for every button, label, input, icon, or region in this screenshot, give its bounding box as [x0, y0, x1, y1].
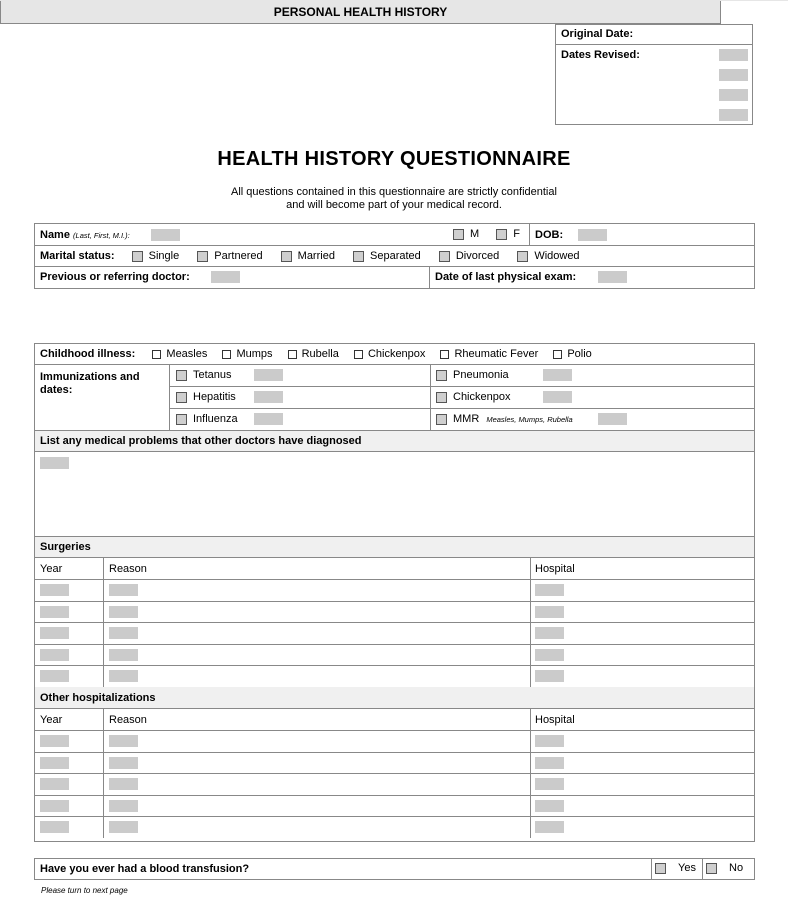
- chickenpox-label: Chickenpox: [367, 348, 426, 360]
- hospital-field[interactable]: [535, 800, 564, 812]
- marital-married-checkbox[interactable]: [281, 251, 292, 262]
- hospital-field[interactable]: [535, 778, 564, 790]
- hospital-field[interactable]: [535, 821, 564, 833]
- prev-doctor-label: Previous or referring doctor:: [40, 271, 190, 283]
- transfusion-no-label: No: [729, 862, 744, 874]
- hospital-field[interactable]: [535, 627, 564, 639]
- mmr-checkbox[interactable]: [436, 414, 447, 425]
- dates-revised-label: Dates Revised:: [561, 49, 640, 61]
- marital-status-row: [40, 250, 580, 262]
- sex-f-label: F: [513, 228, 520, 240]
- col-year-header: Year: [40, 563, 63, 575]
- col-hospital-header: Hospital: [535, 714, 575, 726]
- imm-chickenpox-date-field[interactable]: [543, 391, 572, 403]
- col-hospital-header: Hospital: [535, 563, 575, 575]
- reason-field[interactable]: [109, 757, 138, 769]
- rubella-checkbox[interactable]: [288, 350, 297, 359]
- reason-field[interactable]: [109, 627, 138, 639]
- dob-label: DOB:: [535, 229, 564, 241]
- sex-f-checkbox[interactable]: [496, 229, 507, 240]
- hospital-field[interactable]: [535, 649, 564, 661]
- imm-chickenpox-checkbox[interactable]: [436, 392, 447, 403]
- pneumonia-date-field[interactable]: [543, 369, 572, 381]
- revised-date-field-1[interactable]: [719, 49, 748, 61]
- reason-field[interactable]: [109, 735, 138, 747]
- medical-problems-field[interactable]: [40, 457, 69, 469]
- footer-note: Please turn to next page: [41, 886, 128, 895]
- hospital-field[interactable]: [535, 757, 564, 769]
- name-label: Name: [40, 229, 70, 241]
- subtitle-line-2: and will become part of your medical record.: [286, 199, 502, 211]
- marital-label: Marital status:: [40, 250, 115, 262]
- pneumonia-checkbox[interactable]: [436, 370, 447, 381]
- col-reason-header: Reason: [109, 714, 147, 726]
- surgeries-label: Surgeries: [40, 541, 91, 553]
- revision-box: [555, 24, 753, 125]
- reason-field[interactable]: [109, 778, 138, 790]
- reason-field[interactable]: [109, 800, 138, 812]
- transfusion-question: Have you ever had a blood transfusion?: [40, 863, 250, 875]
- hospital-field[interactable]: [535, 606, 564, 618]
- chickenpox-checkbox[interactable]: [354, 350, 363, 359]
- tetanus-checkbox[interactable]: [176, 370, 187, 381]
- patient-info-section: [34, 223, 755, 289]
- year-field[interactable]: [40, 821, 69, 833]
- hepatitis-date-field[interactable]: [254, 391, 283, 403]
- marital-widowed-checkbox[interactable]: [517, 251, 528, 262]
- marital-partnered-label: Partnered: [214, 250, 263, 262]
- rheumatic-fever-checkbox[interactable]: [440, 350, 449, 359]
- reason-field[interactable]: [109, 670, 138, 682]
- hospital-field[interactable]: [535, 735, 564, 747]
- name-field[interactable]: [151, 229, 180, 241]
- last-exam-label: Date of last physical exam:: [435, 271, 577, 283]
- prev-doctor-field[interactable]: [211, 271, 240, 283]
- marital-widowed-label: Widowed: [534, 250, 580, 262]
- confidentiality-note: [0, 186, 788, 212]
- childhood-illness-row: [40, 348, 592, 360]
- marital-divorced-checkbox[interactable]: [439, 251, 450, 262]
- marital-divorced-label: Divorced: [455, 250, 500, 262]
- hospitalizations-label: Other hospitalizations: [40, 692, 156, 704]
- hepatitis-label: Hepatitis: [193, 391, 236, 403]
- hospitalizations-table: [35, 709, 754, 838]
- marital-single-checkbox[interactable]: [132, 251, 143, 262]
- influenza-checkbox[interactable]: [176, 414, 187, 425]
- year-field[interactable]: [40, 778, 69, 790]
- year-field[interactable]: [40, 649, 69, 661]
- influenza-label: Influenza: [193, 413, 238, 425]
- year-field[interactable]: [40, 606, 69, 618]
- measles-label: Measles: [166, 348, 208, 360]
- col-year-header: Year: [40, 714, 63, 726]
- original-date-label: Original Date:: [556, 25, 752, 45]
- rubella-label: Rubella: [301, 348, 339, 360]
- tetanus-date-field[interactable]: [254, 369, 283, 381]
- name-hint: (Last, First, M.I.):: [73, 231, 130, 240]
- surgeries-table: [35, 558, 754, 687]
- revised-date-field-4[interactable]: [719, 109, 748, 121]
- marital-separated-label: Separated: [370, 250, 421, 262]
- polio-label: Polio: [567, 348, 592, 360]
- year-field[interactable]: [40, 670, 69, 682]
- page-title: HEALTH HISTORY QUESTIONNAIRE: [217, 148, 571, 170]
- polio-checkbox[interactable]: [553, 350, 562, 359]
- hospital-field[interactable]: [535, 584, 564, 596]
- sex-m-label: M: [470, 228, 480, 240]
- year-field[interactable]: [40, 584, 69, 596]
- medical-problems-label: List any medical problems that other doctors have diagnosed: [40, 435, 362, 447]
- col-reason-header: Reason: [109, 563, 147, 575]
- subtitle-line-1: All questions contained in this questionnaire are strictly confidential: [231, 186, 557, 198]
- marital-partnered-checkbox[interactable]: [197, 251, 208, 262]
- marital-separated-checkbox[interactable]: [353, 251, 364, 262]
- imm-chickenpox-label: Chickenpox: [453, 391, 511, 403]
- mumps-label: Mumps: [236, 348, 273, 360]
- section-header-personal-health: PERSONAL HEALTH HISTORY: [0, 0, 721, 24]
- year-field[interactable]: [40, 735, 69, 747]
- hospital-field[interactable]: [535, 670, 564, 682]
- mumps-checkbox[interactable]: [222, 350, 231, 359]
- year-field[interactable]: [40, 627, 69, 639]
- reason-field[interactable]: [109, 649, 138, 661]
- tetanus-label: Tetanus: [193, 369, 232, 381]
- year-field[interactable]: [40, 757, 69, 769]
- sex-m-checkbox[interactable]: [453, 229, 464, 240]
- rheumatic-fever-label: Rheumatic Fever: [454, 348, 539, 360]
- childhood-label: Childhood illness:: [40, 348, 136, 360]
- reason-field[interactable]: [109, 821, 138, 833]
- transfusion-yes-label: Yes: [678, 862, 696, 874]
- top-border: [0, 0, 788, 1]
- mmr-date-field[interactable]: [598, 413, 627, 425]
- hepatitis-checkbox[interactable]: [176, 392, 187, 403]
- transfusion-section: [34, 858, 755, 880]
- health-history-section: [34, 343, 755, 842]
- transfusion-yes-checkbox[interactable]: [655, 863, 666, 874]
- revised-date-field-3[interactable]: [719, 89, 748, 101]
- immunizations-label: Immunizations and dates:: [40, 371, 140, 396]
- measles-checkbox[interactable]: [152, 350, 161, 359]
- year-field[interactable]: [40, 800, 69, 812]
- last-exam-field[interactable]: [598, 271, 627, 283]
- revised-date-field-2[interactable]: [719, 69, 748, 81]
- reason-field[interactable]: [109, 606, 138, 618]
- pneumonia-label: Pneumonia: [453, 369, 509, 381]
- dob-field[interactable]: [578, 229, 607, 241]
- transfusion-no-checkbox[interactable]: [706, 863, 717, 874]
- reason-field[interactable]: [109, 584, 138, 596]
- marital-married-label: Married: [297, 250, 335, 262]
- mmr-hint: Measles, Mumps, Rubella: [486, 415, 573, 424]
- mmr-label: MMR: [453, 413, 480, 425]
- influenza-date-field[interactable]: [254, 413, 283, 425]
- marital-single-label: Single: [148, 250, 180, 262]
